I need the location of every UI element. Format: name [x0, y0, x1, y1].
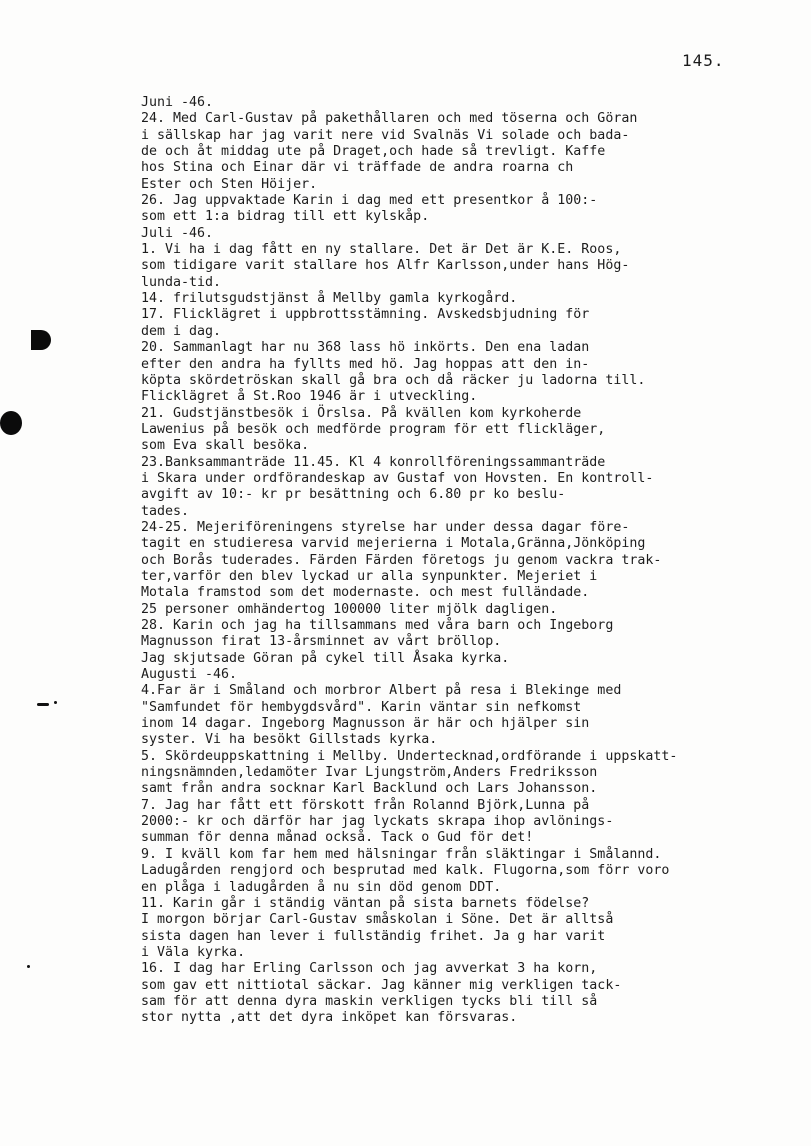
document-line: lunda-tid.	[141, 274, 222, 290]
document-line: Jag skjutsade Göran på cykel till Åsaka kyrka.	[141, 650, 510, 666]
document-line: 2000:- kr och därför har jag lyckats skrapa ihop avlönings-	[141, 814, 614, 830]
document-line: 7. Jag har fått ett förskott från Rolannd Björk,Lunna på	[141, 797, 590, 813]
document-line: sista dagen han lever i fullständig frihet. Ja g har varit	[141, 928, 606, 944]
margin-mark	[27, 965, 30, 968]
document-line: och Borås tuderades. Färden Färden företogs ju genom vackra trak-	[141, 552, 662, 568]
document-line: Juni -46.	[141, 95, 214, 110]
document-line: hos Stina och Einar där vi träffade de andra roarna ch	[141, 160, 574, 176]
document-line: som tidigare varit stallare hos Alfr Karlsson,under hans Hög-	[141, 258, 630, 274]
margin-mark	[54, 701, 57, 704]
document-line: 28. Karin och jag ha tillsammans med våra barn och Ingeborg	[141, 618, 614, 633]
document-line: dem i dag.	[141, 323, 222, 339]
document-line: summan för denna månad också. Tack o Gud för det!	[141, 830, 534, 846]
document-line: Lawenius på besök och medförde program för ett flickläger,	[141, 421, 606, 437]
document-line: 26. Jag uppvaktade Karin i dag med ett presentkor å 100:-	[141, 193, 598, 209]
binder-hole-mark	[0, 411, 22, 435]
document-line: som Eva skall besöka.	[141, 438, 310, 454]
document-line: 16. I dag har Erling Carlsson och jag avverkat 3 ha korn,	[141, 961, 598, 977]
diary-entries	[141, 95, 809, 1027]
document-line: köpta skördetröskan skall gå bra och då räcker ju ladorna till.	[141, 372, 646, 388]
document-line: Flicklägret å St.Roo 1946 är i utveckling.	[141, 389, 478, 405]
document-line: 5. Skördeuppskattning i Mellby. Undertecknad,ordförande i uppskatt-	[141, 748, 678, 764]
document-line: de och åt middag ute på Draget,och hade så trevligt. Kaffe	[141, 144, 606, 160]
document-line: 9. I kväll kom far hem med hälsningar från släktingar i Smålannd.	[141, 846, 662, 862]
document-line: en plåga i ladugården å nu sin död genom DDT.	[141, 879, 502, 895]
document-line: samt från andra socknar Karl Backlund och Lars Johansson.	[141, 781, 598, 797]
document-line: i Skara under ordförandeskap av Gustaf von Hovsten. En kontroll-	[141, 470, 654, 486]
document-line: som gav ett nittiotal säckar. Jag känner mig verkligen tack-	[141, 977, 622, 993]
document-line: i Väla kyrka.	[141, 944, 246, 960]
document-line: 24. Med Carl-Gustav på pakethållaren och med töserna och Göran	[141, 111, 638, 127]
document-line: Magnusson firat 13-årsminnet av vårt bröllop.	[141, 634, 502, 650]
document-line: 25 personer omhändertog 100000 liter mjölk dagligen.	[141, 601, 558, 617]
binder-hole-mark	[31, 330, 51, 350]
document-line: ningsnämnden,ledamöter Ivar Ljungström,Anders Fredriksson	[141, 765, 598, 781]
document-line: i sällskap har jag varit nere vid Svalnäs Vi solade och bada-	[141, 127, 630, 143]
document-line: syster. Vi ha besökt Gillstads kyrka.	[141, 732, 438, 748]
document-line: 23.Banksammanträde 11.45. Kl 4 konrollföreningssammanträde	[141, 454, 606, 470]
document-line: som ett 1:a bidrag till ett kylskåp.	[141, 209, 430, 225]
page-number: 145.	[682, 51, 725, 70]
document-line: 21. Gudstjänstbesök i Örslsa. På kvällen kom kyrkoherde	[141, 405, 582, 421]
document-line: 17. Flicklägret i uppbrottsstämning. Avskedsbjudning för	[141, 307, 590, 323]
document-line: 20. Sammanlagt har nu 368 lass hö inkörts. Den ena ladan	[141, 340, 590, 356]
document-line: Augusti -46.	[141, 667, 238, 683]
document-line: Motala framstod som det modernaste. och mest fulländade.	[141, 585, 590, 601]
document-line: "Samfundet för hembygdsvård". Karin väntar sin nefkomst	[141, 699, 582, 715]
document-line: 24-25. Mejeriföreningens styrelse har under dessa dagar före-	[141, 519, 630, 535]
document-line: 11. Karin går i ständig väntan på sista barnets födelse?	[141, 895, 590, 911]
document-line: efter den andra ha fyllts med hö. Jag hoppas att den in-	[141, 356, 590, 372]
margin-mark	[37, 703, 49, 706]
document-line: avgift av 10:- kr pr besättning och 6.80 pr ko beslu-	[141, 487, 566, 503]
document-line: I morgon börjar Carl-Gustav småskolan i Söne. Det är alltså	[141, 912, 614, 928]
document-line: inom 14 dagar. Ingeborg Magnusson är här och hjälper sin	[141, 716, 590, 732]
document-line: 4.Far är i Småland och morbror Albert på resa i Blekinge med	[141, 683, 622, 699]
document-line: 14. frilutsgudstjänst å Mellby gamla kyrkogård.	[141, 291, 518, 307]
document-line: tades.	[141, 503, 190, 519]
document-line: tagit en studieresa varvid mejerierna i Motala,Gränna,Jönköping	[141, 536, 646, 552]
document-line: ter,varför den blev lyckad ur alla synpunkter. Mejeriet i	[141, 568, 598, 584]
document-line: stor nytta ,att det dyra inköpet kan försvaras.	[141, 1010, 518, 1026]
document-line: sam för att denna dyra maskin verkligen tycks bli till så	[141, 993, 598, 1009]
document-line: Juli -46.	[141, 225, 214, 241]
document-line: 1. Vi ha i dag fått en ny stallare. Det är Det är K.E. Roos,	[141, 242, 622, 258]
document-line: Ladugården rengjord och besprutad med kalk. Flugorna,som förr voro	[141, 863, 670, 879]
document-line: Ester och Sten Höijer.	[141, 176, 318, 192]
